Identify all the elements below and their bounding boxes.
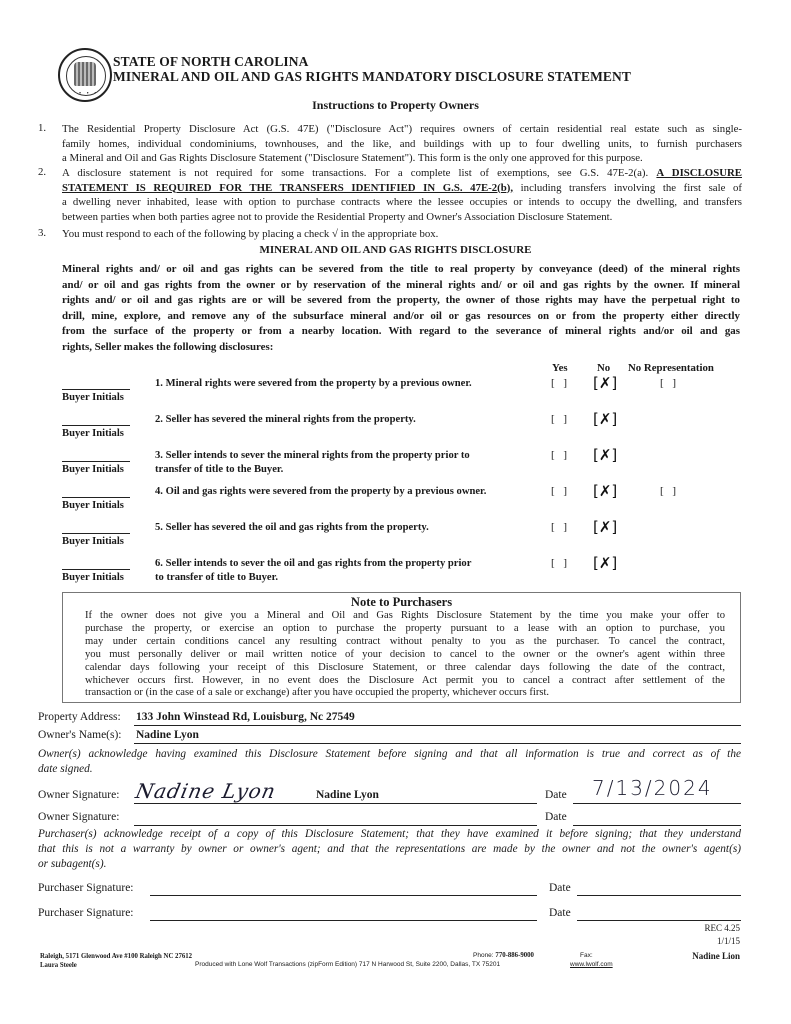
question-5: 5. Seller has severed the oil and gas rights from the property.	[155, 522, 429, 533]
owner-date-line-1	[573, 803, 741, 804]
purchaser-date-line-2[interactable]	[577, 920, 741, 921]
owner-signature-label-1: Owner Signature:	[38, 789, 120, 801]
owner-name-value[interactable]: Nadine Lyon	[136, 729, 199, 741]
q3-no-checkbox-checked[interactable]: [✗]	[593, 446, 618, 464]
q4-no-checkbox-checked[interactable]: [✗]	[593, 482, 618, 500]
owner-signature-line-2[interactable]	[134, 825, 537, 826]
owner-printed-name-1: Nadine Lyon	[316, 789, 379, 801]
owner-date-value-1[interactable]: 7/13/2024	[592, 776, 713, 800]
owner-date-label-2: Date	[545, 811, 567, 823]
buyer-initials-label-2: Buyer Initials	[62, 428, 124, 439]
question-6: 6. Seller intends to sever the oil and gas rights from the property prior to transfer of title to Buyer.	[155, 558, 472, 583]
footer-produced: Produced with Lone Wolf Transactions (zipForm Edition) 717 N Harwood St, Suite 2200, Dallas, TX 75201	[195, 961, 501, 968]
buyer-initials-line-6[interactable]	[62, 569, 130, 570]
question-4: 4. Oil and gas rights were severed from the property by a previous owner.	[155, 486, 487, 497]
form-title: MINERAL AND OIL AND GAS RIGHTS MANDATORY DISCLOSURE STATEMENT	[113, 69, 631, 84]
buyer-initials-line-2[interactable]	[62, 425, 130, 426]
question-1: 1. Mineral rights were severed from the property by a previous owner.	[155, 378, 472, 389]
q6-no-checkbox-checked[interactable]: [✗]	[593, 554, 618, 572]
owner-date-line-2[interactable]	[573, 825, 741, 826]
buyer-initials-line-3[interactable]	[62, 461, 130, 462]
form-date: 1/1/15	[716, 936, 740, 946]
footer-fax: Fax:	[580, 952, 593, 959]
instructions-heading: Instructions to Property Owners	[312, 98, 479, 112]
purchaser-date-label-1: Date	[549, 882, 571, 894]
disclosure-intro: Mineral rights and/ or oil and gas rights can be severed from the title to real property by conveyance (deed) of the mineral rights and/ or oil and gas rights from the owner or by reservation of the mineral rights and/ or oil and gas rights by the owner. If mineral rights and/ or oil and gas rights are or will be severed from the property, the owner of those rights may have the perpetual right to drill, mine, explore, and remove any of the subsurface mineral and/or oil or gas resources on or from the property either directly from the surface of the property or from a nearby location. With regard to the severance of mineral rights and/or oil and gas rights, Seller makes the following disclosures:	[62, 263, 740, 353]
purchaser-signature-line-1[interactable]	[150, 895, 537, 896]
purchaser-date-label-2: Date	[549, 907, 571, 919]
q3-yes-checkbox[interactable]: [ ]	[551, 449, 571, 461]
instruction-3: You must respond to each of the following by placing a check √ in the appropriate box.	[62, 228, 439, 240]
buyer-initials-label-5: Buyer Initials	[62, 536, 124, 547]
q4-no-rep-checkbox[interactable]: [ ]	[660, 485, 680, 497]
q1-yes-checkbox[interactable]: [ ]	[551, 377, 571, 389]
disclosure-heading: MINERAL AND OIL AND GAS RIGHTS DISCLOSURE	[259, 244, 532, 256]
buyer-initials-line-1[interactable]	[62, 389, 130, 390]
form-title-state: STATE OF NORTH CAROLINA	[113, 54, 309, 69]
buyer-initials-label-6: Buyer Initials	[62, 572, 124, 583]
footer-office: Raleigh, 5171 Glenwood Ave #100 Raleigh NC 27612	[40, 953, 193, 960]
document-name: Nadine Lion	[692, 951, 740, 961]
buyer-initials-line-5[interactable]	[62, 533, 130, 534]
property-address-line	[134, 725, 741, 726]
buyer-initials-label-3: Buyer Initials	[62, 464, 124, 475]
nc-seal-icon: • • •	[58, 48, 112, 102]
form-code: REC 4.25	[704, 923, 740, 933]
purchaser-signature-label-2: Purchaser Signature:	[38, 907, 134, 919]
column-yes: Yes	[552, 362, 568, 374]
owner-name-line	[134, 743, 741, 744]
instruction-2: A disclosure statement is not required for some transactions. For a complete list of exemptions, see G.S. 47E-2(a). A DISCLOSURE STATEMENT IS REQUIRED FOR THE TRANSFERS IDENTIFIED IN G.S. 47E-2(b), including transfers involving the first sale of a dwelling never inhabited, lease with option to purchase contracts where the lessee occupies or intends to occupy the dwelling, and transfers between parties when both parties agree not to provide the Residential Property and Owner's Association Disclosure Statement.	[62, 167, 742, 223]
note-title: Note to Purchasers	[350, 595, 453, 609]
owner-signature-line-1	[134, 803, 537, 804]
instruction-number-1: 1.	[38, 122, 47, 134]
owner-acknowledgement: Owner(s) acknowledge having examined this Disclosure Statement before signing and that all information is true and correct as of the date signed.	[38, 748, 741, 775]
buyer-initials-line-4[interactable]	[62, 497, 130, 498]
footer-phone: Phone: 770-886-9000	[473, 952, 534, 959]
q6-yes-checkbox[interactable]: [ ]	[551, 557, 571, 569]
purchaser-date-line-1[interactable]	[577, 895, 741, 896]
question-3: 3. Seller intends to sever the mineral rights from the property prior to transfer of title to the Buyer.	[155, 450, 470, 475]
buyer-initials-label-1: Buyer Initials	[62, 392, 124, 403]
q5-yes-checkbox[interactable]: [ ]	[551, 521, 571, 533]
question-2: 2. Seller has severed the mineral rights from the property.	[155, 414, 416, 425]
q1-no-rep-checkbox[interactable]: [ ]	[660, 377, 680, 389]
q1-no-checkbox-checked[interactable]: [✗]	[593, 374, 618, 392]
q2-no-checkbox-checked[interactable]: [✗]	[593, 410, 618, 428]
column-no-representation: No Representation	[628, 362, 714, 374]
buyer-initials-label-4: Buyer Initials	[62, 500, 124, 511]
purchaser-acknowledgement: Purchaser(s) acknowledge receipt of a copy of this Disclosure Statement; that they have examined it before signing; that they understand that this is not a warranty by owner or owner's agent; and that the representations are made by the owner and not the owner's agent(s) or subagent(s).	[38, 828, 741, 870]
q5-no-checkbox-checked[interactable]: [✗]	[593, 518, 618, 536]
note-text: If the owner does not give you a Mineral and Oil and Gas Rights Disclosure Statement by the time you make your offer to purchase the property, or exercise an option to purchase the property pursuant to a lease with an option to purchase, you may under certain conditions cancel any resulting contract without penalty to you as the purchaser. To cancel the contract, you must personally deliver or mail written notice of your decision to cancel to the owner or the owner's agent within three calendar days following your receipt of this Disclosure Statement, or three calendar days following the date of the contract, whichever occurs first. However, in no event does the Disclosure Act permit you to cancel a contract after settlement of the transaction or (in the case of a sale or exchange) after you have occupied the property, whichever occurs first.	[85, 610, 725, 699]
property-address-value[interactable]: 133 John Winstead Rd, Louisburg, Nc 27549	[136, 711, 355, 723]
purchaser-signature-line-2[interactable]	[150, 920, 537, 921]
q4-yes-checkbox[interactable]: [ ]	[551, 485, 571, 497]
note-to-purchasers-box	[62, 592, 741, 703]
column-no: No	[597, 362, 611, 374]
instruction-1: The Residential Property Disclosure Act (G.S. 47E) ("Disclosure Act") requires owners of certain residential real estate such as single- family homes, individual condominiums, townhouses, and the like, and buildings with up to four dwelling units, to furnish purchasers a Mineral and Oil and Gas Rights Disclosure Statement ("Disclosure Statement"). This form is the only one approved for this purpose.	[62, 123, 742, 164]
instruction-number-2: 2.	[38, 166, 47, 178]
owner-date-label-1: Date	[545, 789, 567, 801]
footer-agent: Laura Steele	[40, 962, 77, 969]
purchaser-signature-label-1: Purchaser Signature:	[38, 882, 134, 894]
property-address-label: Property Address:	[38, 711, 121, 723]
owner-signature-label-2: Owner Signature:	[38, 811, 120, 823]
owner-name-label: Owner's Name(s):	[38, 729, 122, 741]
owner-signature-1[interactable]: Nadine Lyon	[133, 779, 279, 803]
instruction-number-3: 3.	[38, 227, 47, 239]
q2-yes-checkbox[interactable]: [ ]	[551, 413, 571, 425]
footer-website-link[interactable]: www.lwolf.com	[570, 961, 613, 968]
